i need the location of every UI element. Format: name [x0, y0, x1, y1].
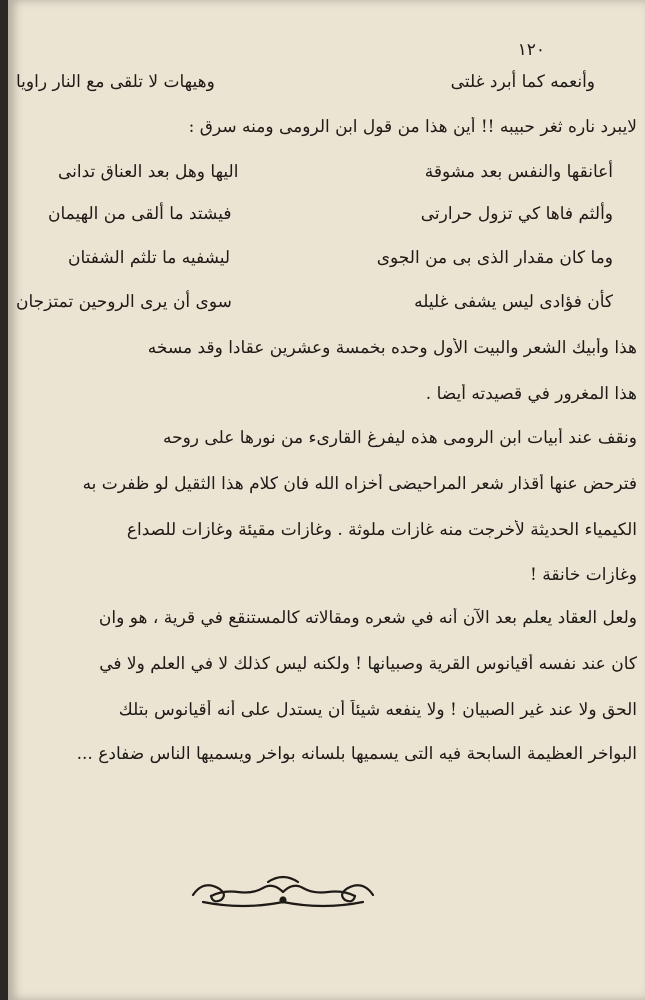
paragraph-1-line-2: هذا المغرور في قصيدته أيضا .	[425, 384, 637, 404]
verse-2-right: وألثم فاها كي تزول حرارتى	[420, 204, 613, 224]
paragraph-1-line-1: هذا وأبيك الشعر والبيت الأول وحده بخمسة وعشرين عقادا وقد مسخه	[147, 338, 637, 358]
verse-top-left-hemistich: وهيهات لا تلقى مع النار راويا	[16, 72, 215, 92]
book-page	[8, 0, 645, 1000]
verse-1-left: اليها وهل بعد العناق تدانى	[58, 162, 239, 182]
paragraph-2-line-3: الكيمياء الحديثة لأخرجت منه غازات ملوثة . وغازات مقيئة وغازات للصداع	[126, 520, 637, 540]
prose-line: لايبرد ناره ثغر حبيبه !! أين هذا من قول ابن الرومى ومنه سرق :	[188, 117, 637, 137]
paragraph-3-line-4: البواخر العظيمة السابحة فيه التى يسميها بلسانه بواخر ويسميها الناس ضفادع ...	[76, 744, 637, 764]
paragraph-2-line-2: فترحض عنها أقذار شعر المراحيضى أخزاه الله فان كلام هذا الثقيل لو ظفرت به	[82, 474, 637, 494]
page-number: ١٢٠	[517, 40, 545, 60]
verse-2-left: فيشتد ما ألقى من الهيمان	[48, 204, 232, 224]
verse-3-right: وما كان مقدار الذى بى من الجوى	[376, 248, 613, 268]
decorative-ornament-icon	[183, 870, 383, 920]
verse-3-left: ليشفيه ما تلثم الشفتان	[68, 248, 231, 268]
verse-top-right-hemistich: وأنعمه كما أبرد غلتى	[450, 72, 595, 92]
paragraph-2-line-4: وغازات خانقة !	[530, 565, 637, 585]
paragraph-2-line-1: ونقف عند أبيات ابن الرومى هذه ليفرغ القارىء من نورها على روحه	[162, 428, 637, 448]
paragraph-3-line-1: ولعل العقاد يعلم بعد الآن أنه في شعره ومقالاته كالمستنقع في قرية ، هو وان	[98, 608, 637, 628]
paragraph-3-line-2: كان عند نفسه أقيانوس القرية وصبيانها ! ولكنه ليس كذلك لا في العلم ولا في	[99, 654, 637, 674]
verse-4-right: كأن فؤادى ليس يشفى غليله	[414, 292, 613, 312]
verse-4-left: سوى أن يرى الروحين تمتزجان	[16, 292, 232, 312]
verse-1-right: أعانقها والنفس بعد مشوقة	[424, 162, 613, 182]
paragraph-3-line-3: الحق ولا عند غير الصبيان ! ولا ينفعه شيئاً أن يستدل على أنه أقيانوس بتلك	[118, 700, 637, 720]
